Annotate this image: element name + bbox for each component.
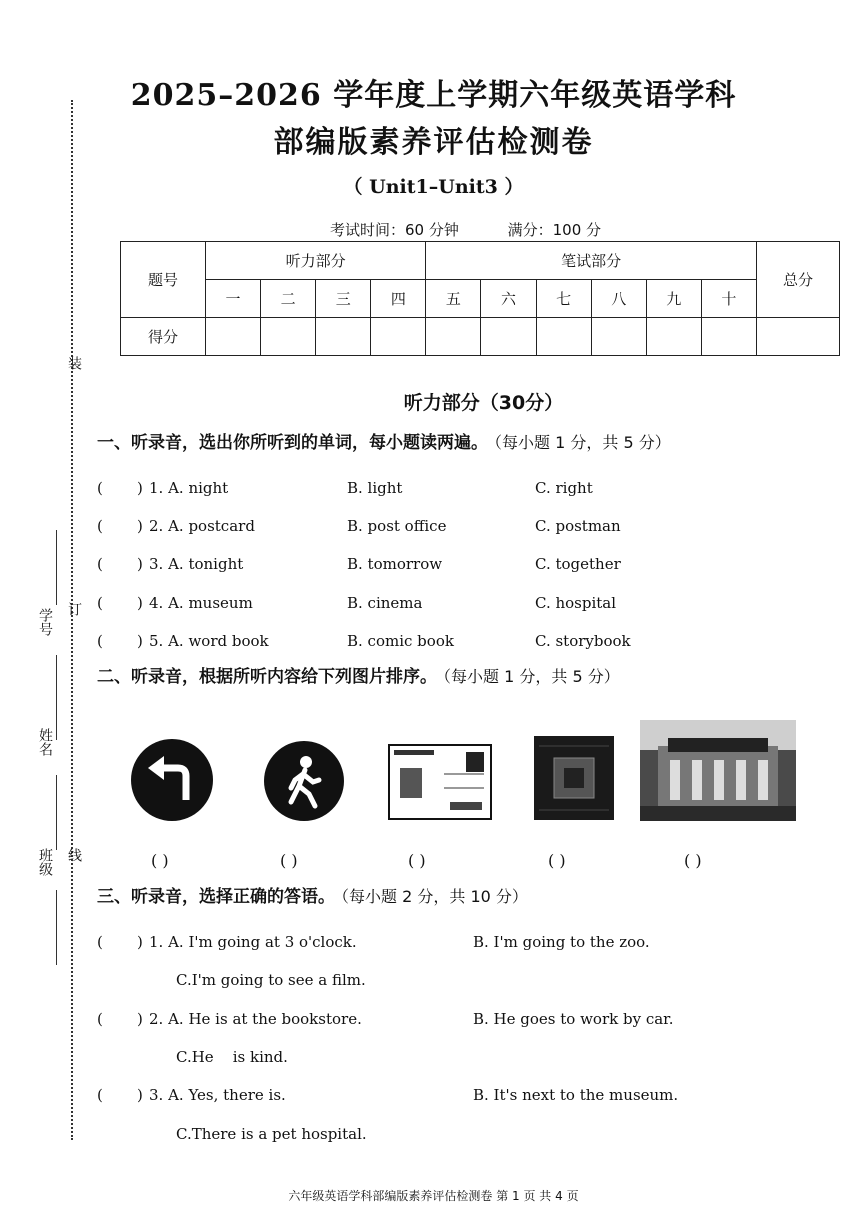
score-row-label: 得分 bbox=[121, 318, 206, 356]
margin-label-ding: 订 bbox=[66, 602, 82, 616]
option-c: C. right bbox=[535, 479, 593, 497]
option-a: 5. A. word book bbox=[149, 632, 269, 650]
extra-blank[interactable] bbox=[56, 890, 57, 965]
q2-heading bbox=[97, 662, 620, 687]
option-a: 3. A. Yes, there is. bbox=[149, 1086, 286, 1104]
page-footer: 六年级英语学科部编版素养评估检测卷 第 1 页 共 4 页 bbox=[288, 1189, 579, 1203]
answer-paren-close: ) bbox=[137, 517, 143, 535]
answer-paren-close: ) bbox=[137, 479, 143, 497]
q1-item bbox=[97, 555, 817, 577]
full-score: 满分：100 分 bbox=[507, 221, 602, 239]
q1-item bbox=[97, 632, 817, 654]
picture-order-blank[interactable]: ( ) bbox=[151, 851, 169, 870]
exam-units: （ Unit1–Unit3 ） bbox=[343, 176, 524, 198]
q1-item bbox=[97, 517, 817, 539]
answer-paren-open[interactable]: ( bbox=[97, 555, 103, 573]
q1-item bbox=[97, 594, 817, 616]
question-number: 四 bbox=[371, 280, 426, 318]
exam-time: 考试时间：60 分钟 bbox=[330, 221, 459, 239]
q1-item bbox=[97, 479, 817, 501]
q2-note: （每小题 1 分，共 5 分） bbox=[443, 667, 620, 686]
option-b: B. light bbox=[347, 479, 403, 497]
q3-option-c: C.There is a pet hospital. bbox=[176, 1125, 367, 1143]
margin-label-name: 姓名 bbox=[37, 728, 53, 756]
section-listening-title: 听力部分（30分） bbox=[403, 392, 564, 414]
option-a: 1. A. I'm going at 3 o'clock. bbox=[149, 933, 357, 951]
answer-paren-close: ) bbox=[137, 933, 143, 951]
question-number: 十 bbox=[701, 280, 756, 318]
margin-label-xian: 线 bbox=[66, 848, 82, 862]
option-b: B. tomorrow bbox=[347, 555, 443, 573]
q3-item bbox=[97, 933, 817, 955]
col-no-header: 题号 bbox=[121, 242, 206, 318]
answer-paren-open[interactable]: ( bbox=[97, 1086, 103, 1104]
student-id-blank[interactable] bbox=[56, 530, 57, 605]
option-a: 4. A. museum bbox=[149, 594, 253, 612]
question-number: 三 bbox=[316, 280, 371, 318]
question-number: 六 bbox=[481, 280, 536, 318]
question-number: 五 bbox=[426, 280, 481, 318]
answer-paren-close: ) bbox=[137, 594, 143, 612]
option-a: 1. A. night bbox=[149, 479, 229, 497]
picture-order-blank[interactable]: ( ) bbox=[280, 851, 298, 870]
question-number: 二 bbox=[261, 280, 316, 318]
answer-paren-open[interactable]: ( bbox=[97, 933, 103, 951]
question-number: 九 bbox=[646, 280, 701, 318]
written-header: 笔试部分 bbox=[426, 242, 757, 280]
score-cell[interactable] bbox=[261, 318, 316, 356]
listening-header: 听力部分 bbox=[206, 242, 426, 280]
score-cell[interactable] bbox=[316, 318, 371, 356]
q3-item bbox=[97, 1010, 817, 1032]
q2-heading-text: 二、听录音，根据所听内容给下列图片排序。 bbox=[97, 667, 437, 687]
score-cell[interactable] bbox=[371, 318, 426, 356]
score-table bbox=[120, 241, 840, 356]
option-b: B. I'm going to the zoo. bbox=[473, 933, 650, 951]
answer-paren-open[interactable]: ( bbox=[97, 479, 103, 497]
name-blank[interactable] bbox=[56, 655, 57, 740]
q3-heading bbox=[97, 882, 528, 907]
q1-heading-text: 一、听录音，选出你所听到的单词，每小题读两遍。 bbox=[97, 433, 488, 453]
score-cell[interactable] bbox=[591, 318, 646, 356]
answer-paren-open[interactable]: ( bbox=[97, 594, 103, 612]
option-b: B. cinema bbox=[347, 594, 423, 612]
answer-paren-close: ) bbox=[137, 632, 143, 650]
option-b: B. It's next to the museum. bbox=[473, 1086, 679, 1104]
picture-order-blank[interactable]: ( ) bbox=[548, 851, 566, 870]
option-b: B. post office bbox=[347, 517, 447, 535]
total-score-cell[interactable] bbox=[757, 318, 840, 356]
q1-heading bbox=[97, 428, 671, 453]
score-cell[interactable] bbox=[701, 318, 756, 356]
pedestrian-sign-icon bbox=[263, 740, 345, 822]
answer-paren-open[interactable]: ( bbox=[97, 1010, 103, 1028]
score-cell[interactable] bbox=[426, 318, 481, 356]
q3-item bbox=[97, 1086, 817, 1108]
option-a: 3. A. tonight bbox=[149, 555, 244, 573]
score-cell[interactable] bbox=[206, 318, 261, 356]
picture-order-blank[interactable]: ( ) bbox=[408, 851, 426, 870]
answer-paren-open[interactable]: ( bbox=[97, 517, 103, 535]
total-header: 总分 bbox=[757, 242, 840, 318]
question-number: 七 bbox=[536, 280, 591, 318]
q3-option-c: C.He is kind. bbox=[176, 1048, 288, 1066]
turn-left-sign-icon bbox=[130, 738, 214, 822]
postcard-image bbox=[388, 744, 492, 820]
binding-dotted-line bbox=[71, 100, 73, 1140]
option-b: B. comic book bbox=[347, 632, 454, 650]
exam-info bbox=[330, 219, 645, 240]
q3-option-c: C.I'm going to see a film. bbox=[176, 971, 366, 989]
exam-title-line2: 部编版素养评估检测卷 bbox=[273, 125, 594, 160]
option-c: C. hospital bbox=[535, 594, 617, 612]
q3-note: （每小题 2 分，共 10 分） bbox=[341, 887, 528, 906]
chip-image bbox=[534, 736, 614, 820]
option-c: C. storybook bbox=[535, 632, 631, 650]
answer-paren-open[interactable]: ( bbox=[97, 632, 103, 650]
score-cell[interactable] bbox=[536, 318, 591, 356]
q3-heading-text: 三、听录音，选择正确的答语。 bbox=[97, 887, 335, 907]
option-a: 2. A. postcard bbox=[149, 517, 255, 535]
answer-paren-close: ) bbox=[137, 555, 143, 573]
question-number: 一 bbox=[206, 280, 261, 318]
picture-order-blank[interactable]: ( ) bbox=[684, 851, 702, 870]
margin-label-zhuang: 装 bbox=[66, 356, 82, 370]
cinema-building-image bbox=[640, 720, 796, 821]
answer-paren-close: ) bbox=[137, 1010, 143, 1028]
option-a: 2. A. He is at the bookstore. bbox=[149, 1010, 362, 1028]
option-c: C. postman bbox=[535, 517, 621, 535]
margin-label-class: 班级 bbox=[37, 848, 53, 876]
class-blank[interactable] bbox=[56, 775, 57, 850]
exam-title-line1: 2025–2026 学年度上学期六年级英语学科 bbox=[130, 78, 737, 113]
score-cell[interactable] bbox=[646, 318, 701, 356]
margin-label-student-id: 学号 bbox=[37, 608, 53, 636]
q1-note: （每小题 1 分，共 5 分） bbox=[494, 433, 671, 452]
option-c: C. together bbox=[535, 555, 621, 573]
question-number: 八 bbox=[591, 280, 646, 318]
option-b: B. He goes to work by car. bbox=[473, 1010, 674, 1028]
score-cell[interactable] bbox=[481, 318, 536, 356]
answer-paren-close: ) bbox=[137, 1086, 143, 1104]
